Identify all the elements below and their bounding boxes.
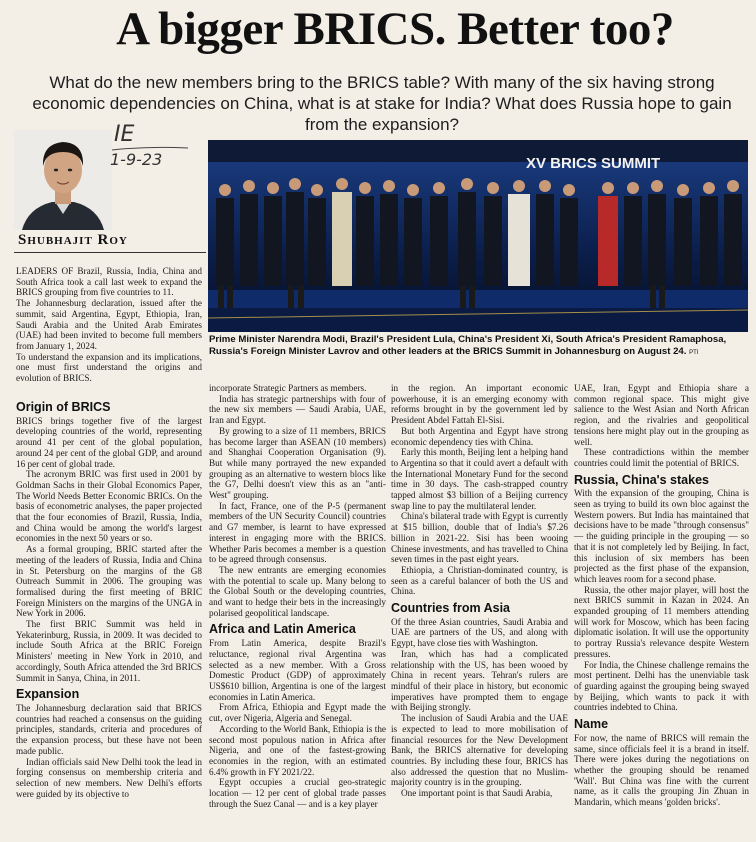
body-paragraph: As a formal grouping, BRIC started after the meeting of the leaders of Russia, India and China in St. Petersburg on the margins of the G8 Outreach Summit in 2006. The grouping was formalised during the first meeting of BRIC Foreign Ministers on the margins of the UNGA in New York in 2006.: [16, 544, 202, 619]
headline: A bigger BRICS. Better too?: [116, 3, 674, 55]
section-heading-expansion: Expansion: [16, 687, 80, 702]
intro-paragraph: LEADERS OF Brazil, Russia, India, China and South Africa took a call last week to expand the BRICS grouping from five countries to 11.: [16, 266, 202, 298]
body-paragraph: Of the three Asian countries, Saudi Arabia and UAE are partners of the US, and along with Egypt, have close ties with Washington.: [391, 616, 568, 649]
body-paragraph: China's bilateral trade with Egypt is currently at $15 billion, double that of India's $7.26 billion in 2021-22. Sisi has been wooing Chinese investments, and has travelled to China seven times in the past eight years.: [391, 511, 568, 565]
column-3: [391, 383, 568, 799]
body-paragraph: The Johannesburg declaration said that BRICS countries had reached a consensus on the guiding principles, standards, criteria and procedures of the expansion process, but these have not been made public.: [16, 702, 202, 756]
body-paragraph: Russia, the other major player, will host the next BRICS summit in Kazan in 2024. An expanded grouping of 11 members attending will work for Moscow, which has been facing diplomatic isolation. It will use the opportunity to portray Russia's relevance despite Western pressures.: [574, 584, 749, 659]
deck: What do the new members bring to the BRICS table? With many of the six having strong economic dependencies on China, what is at stake for India? What does Russia hope to gain from the expansion?: [32, 73, 732, 134]
body-paragraph: The inclusion of Saudi Arabia and the UAE is expected to lead to more mobilisation of financial resources for the New Development Bank, the BRICS alternative for developing countries. By including these four, BRICS has also addressed the question that no Muslim-majority country is in the grouping.: [391, 713, 568, 788]
section-heading-africa: Africa and Latin America: [209, 622, 356, 637]
body-paragraph: One important point is that Saudi Arabia,: [401, 788, 553, 799]
body-paragraph: From Latin America, despite Brazil's reluctance, regional rival Argentina was selected as a new member. With a Gross Domestic Product (GDP) of approximately US$610 billion, Argentina is one of the largest economies in Latin America.: [209, 638, 386, 702]
body-paragraph: Iran, which has had a complicated relationship with the US, has been wooed by China in recent years. Tehran's rulers are mindful of their place in history, but economic imperatives have prompted them to engage with Beijing strongly.: [391, 648, 568, 713]
byline: Shubhajit Roy: [18, 232, 128, 248]
body-paragraph: In fact, France, one of the P-5 (permanent members of the UN Security Council) countries and G7 member, is learnt to have expressed interest in engaging more with the BRICS. Whether Paris becomes a member is a question to be agreed through consensus.: [209, 500, 386, 565]
body-paragraph: incorporate Strategic Partners as members.: [209, 383, 367, 393]
body-paragraph: in the region. An important economic powerhouse, it is an emerging economy with reforms brought in by the government led by President Abdel Fattah El-Sisi.: [391, 383, 568, 426]
author-portrait-icon: [14, 130, 112, 230]
body-paragraph: These contradictions within the member countries could limit the potential of BRICS.: [574, 447, 749, 468]
section-heading-name: Name: [574, 717, 609, 732]
photo-caption: [209, 334, 749, 359]
body-paragraph: By growing to a size of 11 members, BRICS has become larger than ASEAN (10 members) and Shanghai Cooperation Organisation (9). But while many portrayed the new expanded grouping as an alternative to western blocs like the G7, Delhi doesn't view this as an "anti-West" grouping.: [209, 425, 386, 501]
caption-credit: PTI: [689, 350, 699, 356]
body-paragraph: According to the World Bank, Ethiopia is the second most populous nation in Africa after Nigeria, and one of the fastest-growing economies in the region, with an estimated 6.4% growth in FY 2021/22.: [209, 723, 386, 777]
body-paragraph: The new entrants are emerging economies with the potential to scale up. Many belong to the Global South or the developing countries, and want to hedge their bets in the increasingly polarised geopolitical landscape.: [209, 564, 386, 618]
body-paragraph: India has strategic partnerships with four of the new six members — Saudi Arabia, UAE, Iran and Egypt.: [209, 393, 386, 426]
section-heading-origin: Origin of BRICS: [16, 400, 111, 414]
body-paragraph: Egypt occupies a crucial geo-strategic location — 12 per cent of global trade passes through the Suez Canal — and is a key player: [209, 777, 386, 809]
handwritten-date: 1-9-23: [110, 150, 163, 169]
body-paragraph: Indian officials said New Delhi took the lead in forging consensus on membership criteria and selection of new members. New Delhi's efforts were guided by its objective to: [16, 756, 202, 799]
section-heading-russia-china: Russia, China's stakes: [574, 472, 709, 487]
backdrop-text: XV BRICS SUMMIT: [526, 155, 661, 172]
body-paragraph: Ethiopia, a Christian-dominated country, is seen as a careful balancer of both the US and China.: [391, 564, 568, 597]
column-1: [16, 396, 202, 799]
body-paragraph: BRICS brings together five of the largest developing countries of the world, representing around 41 per cent of the global population, around 24 per cent of the global GDP, and around 16 per cent of global trade.: [16, 415, 202, 469]
caption-text: Prime Minister Narendra Modi, Brazil's President Lula, China's President Xi, South Africa's President Ramaphosa, Russia's Foreign Minister Lavrov and other leaders at the BRICS Summit in Johannesburg on August 24.: [209, 334, 727, 357]
body-paragraph: Early this month, Beijing lent a helping hand to Argentina so that it could avert a default with the International Monetary Fund for the second time in 30 days. The cash-strapped country tapped almost $3 billion of a Beijing currency swap line to pay the multilateral lender.: [391, 447, 568, 511]
handwritten-underline-icon: [108, 120, 204, 190]
author-photo: [14, 130, 112, 230]
intro-paragraph: The Johannesburg declaration, issued after the summit, said Argentina, Egypt, Ethiopia, Iran, Saudi Arabia and the United Arab Emirates (UAE) had been invited to become full members from January 1, 2024.: [16, 298, 202, 351]
body-paragraph: For India, the Chinese challenge remains the most pertinent. Delhi has the unenviable task of guarding against the grouping being swayed by Beijing, which wants to pack it with countries indebted to China.: [574, 659, 749, 713]
body-paragraph: For now, the name of BRICS will remain the same, since officials feel it is a brand in itself. There were jokes during the negotiations on whether the grouping should be renamed 'Wall'. But China was fine with the current name, as it calls the grouping Jin Zhuan in Mandarin, which means 'golden bricks'.: [574, 732, 749, 808]
summit-photo: [208, 140, 748, 332]
byline-divider: [14, 252, 206, 253]
body-paragraph: The first BRIC Summit was held in Yekaterinburg, Russia, in 2009. It was decided to include South Africa at the BRIC Foreign Ministers' meeting in New York in 2010, and accordingly, South Africa attended the 3rd BRICS Summit in Sanya, China, in 2011.: [16, 619, 202, 683]
handwritten-source: IE: [114, 122, 135, 147]
body-paragraph: From Africa, Ethiopia and Egypt made the cut, over Nigeria, Algeria and Senegal.: [209, 702, 386, 724]
body-paragraph: UAE, Iran, Egypt and Ethiopia share a common regional space. This might give salience to the West Asian and North African region, and the rivalries and geopolitical tensions here might play out in the grouping as well.: [574, 383, 749, 447]
column-4: [574, 383, 749, 808]
body-paragraph: With the expansion of the grouping, China is seen as trying to build its own bloc against the Western powers. But India has maintained that decisions have to be made "through consensus" — the guiding principle in the grouping — so that it is not completely led by Beijing. In fact, this inclusion of six members has been projected as the first phase of the expansion, which leaves room for a second phase.: [574, 488, 749, 584]
column-2: [209, 383, 386, 809]
section-heading-asia: Countries from Asia: [391, 601, 511, 616]
body-paragraph: The acronym BRIC was first used in 2001 by Goldman Sachs in their Global Economics Paper, The World Needs Better Economic BRICs. On the basis of econometric analyses, the paper projected that the four economies of Brazil, Russia, India, and China would be among the world's largest economies in the next 50 years or so.: [16, 469, 202, 544]
body-paragraph: But both Argentina and Egypt have strong economic dependency ties with China.: [391, 425, 568, 447]
intro-paragraph: To understand the expansion and its implications, one must first understand the origins and evolution of BRICS.: [16, 351, 202, 384]
handwritten-notes: [108, 120, 204, 190]
summit-photo-illustration-icon: [208, 140, 748, 332]
intro-column: [16, 266, 202, 384]
